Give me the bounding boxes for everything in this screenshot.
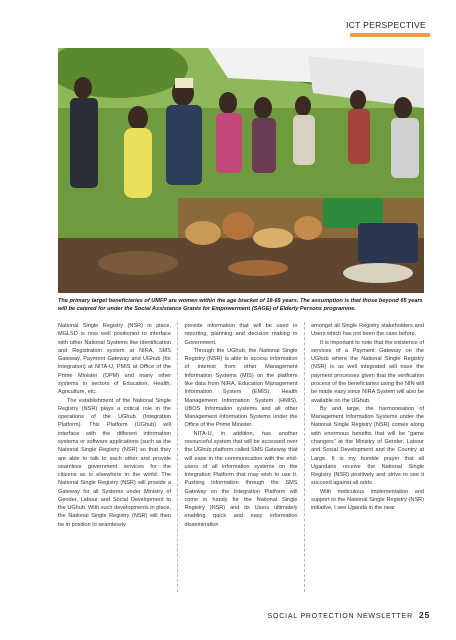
paragraph: With meticulous implementation and support to the National Single Registry (NSR) initiative, I see Uganda in the near: [311, 488, 424, 512]
paragraph: provide information that will be used in reporting, planning and decision making in Government.: [184, 323, 298, 346]
column-divider: [304, 322, 305, 592]
paragraph: By and large, the harmonisation of Management Information Systems under the National Single Registry (NSR) comes along with enormous benefits that will be “game changers” at the Ministry of Gender, Labour and Social Development and the Country at Large. It is my humble prayer that all Ugandans receive the National Single Registry (NSR) positively and strive to see it succeed against all odds.: [311, 405, 424, 487]
event-photo: [58, 48, 424, 293]
article-column-2: [185, 322, 298, 592]
page-number: 25: [418, 610, 430, 620]
article-column-1: [58, 322, 171, 592]
paragraph: Through the UGhub, the National Single Registry (NSR) is able to access information of interest from other Management Information Systems (MIS) on the platform like data from NIRA, Education Management Information System (EMIS), Health Management Information System (HMIS), UBOS Information systems and all other Management Information Systems under the Office of the Prime Minister.: [184, 347, 298, 429]
paragraph: amongst all Single Registry stakeholders and Users which has not been the case before.: [311, 323, 424, 338]
event-photo-illustration: [58, 48, 424, 293]
paragraph: National Single Registry (NSR) in place, MGLSD is now well positioned to interface with other National Systems like identification and Registration system at NIRA, SMS Gateway, Payment Gateway and UGhub (for integration) at NITA-U, PMIS at Office of the Prime Minister (OPM) and many other systems in sectors of Education, Health, Agriculture, etc.: [58, 323, 171, 396]
section-accent-bar: [350, 33, 430, 37]
column-divider: [177, 322, 178, 592]
article-body: [58, 322, 424, 592]
paragraph: It is important to note that the existence of services of a Payment Gateway on the UGhub where the National Single Registry (NSR) is as well integrated will ease the payment processes given that the verification process of the beneficiaries using the NIN will be made easy since NIRA System will also be available on the UGhub.: [311, 339, 424, 404]
page-footer: [268, 610, 431, 620]
publication-name: SOCIAL PROTECTION NEWSLETTER: [267, 613, 413, 620]
photo-caption: The primary target beneficiaries of UMFP are women within the age bracket of 18-65 years. The assumption is that those beyond 65 years will be catered for under the Social Assistance Grants for Empowerment (SAGE) of Elderly Persons programme.: [58, 298, 423, 312]
paragraph: The establishment of the National Single Registry (NSR) plays a critical role in the operations of the UGhub (Integration Platform). This Platform (UGhub) will interface with the different information systems or software applications (such as the National Single Registry (NSR) so that they are able to talk to each other and provide seamless government services for the citizens as is elsewhere in the world. The National Single Registry (NSR) will provide a Gateway for all Systems under Ministry of Gender, Labour and Social Development to the UGhub. With such developments in place, the National Single Registry (NSR) will then be in position to seamlessly: [58, 397, 171, 528]
article-column-3: [311, 322, 424, 592]
section-label: ICT PERSPECTIVE: [346, 20, 426, 30]
paragraph: NITA-U, in addition, has another resourceful system that will be accessed over the UGhub platform called SMS Gateway that will ease in the communication with the end-users of all information systems on the Integration Platform that may wish to use it. Pushing information through the SMS Gateway on the Integration Platform will come in handy for the National Single Registry (NSR) and its Users ultimately enabling quick and easy information dissemination: [184, 430, 298, 528]
